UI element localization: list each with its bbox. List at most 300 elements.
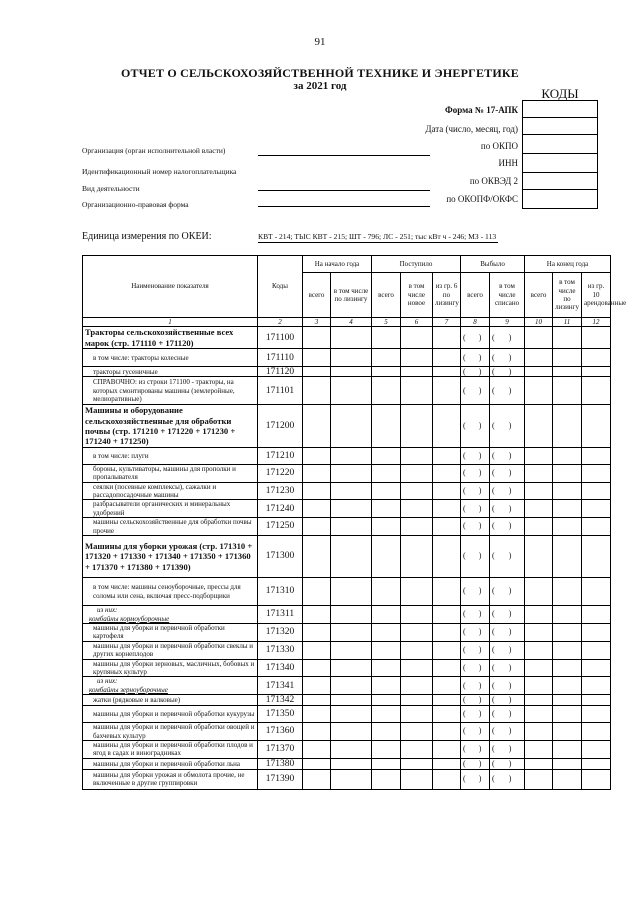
value-cell-parenthesized[interactable] bbox=[461, 769, 490, 789]
open-paren: ( bbox=[463, 420, 466, 430]
okopf-code-box[interactable] bbox=[522, 189, 598, 209]
value-cell[interactable] bbox=[553, 695, 582, 706]
value-cell[interactable] bbox=[433, 740, 461, 758]
close-paren: ) bbox=[478, 332, 482, 342]
value-cell-parenthesized[interactable] bbox=[490, 349, 525, 367]
value-cell[interactable] bbox=[582, 659, 611, 677]
value-cell-parenthesized[interactable] bbox=[490, 518, 525, 536]
open-paren: ( bbox=[492, 503, 495, 513]
value-cell[interactable] bbox=[553, 606, 582, 624]
value-cell[interactable] bbox=[331, 723, 372, 741]
value-cell[interactable] bbox=[582, 518, 611, 536]
value-cell[interactable] bbox=[433, 706, 461, 723]
value-cell-parenthesized[interactable] bbox=[490, 367, 525, 377]
value-cell[interactable] bbox=[372, 578, 401, 606]
value-cell[interactable] bbox=[553, 641, 582, 659]
group-disposed: Выбыло bbox=[461, 256, 525, 273]
legal-form-field[interactable] bbox=[258, 206, 430, 207]
value-cell[interactable] bbox=[303, 659, 331, 677]
value-cell[interactable] bbox=[525, 623, 553, 641]
value-cell[interactable] bbox=[553, 578, 582, 606]
value-cell[interactable] bbox=[433, 349, 461, 367]
value-cell[interactable] bbox=[401, 464, 433, 482]
value-cell[interactable] bbox=[303, 740, 331, 758]
close-paren: ) bbox=[508, 420, 512, 430]
value-cell[interactable] bbox=[331, 677, 372, 695]
value-cell[interactable] bbox=[582, 349, 611, 367]
value-cell[interactable] bbox=[372, 500, 401, 518]
row-name: сеялки (посевные комплексы), сажалки и рассадопосадочные машины bbox=[83, 482, 258, 500]
value-cell[interactable] bbox=[525, 377, 553, 405]
value-cell[interactable] bbox=[303, 377, 331, 405]
value-cell[interactable] bbox=[401, 677, 433, 695]
value-cell[interactable] bbox=[331, 578, 372, 606]
open-paren: ( bbox=[463, 485, 466, 495]
value-cell-parenthesized[interactable] bbox=[461, 758, 490, 769]
value-cell[interactable] bbox=[401, 405, 433, 448]
value-cell[interactable] bbox=[525, 349, 553, 367]
row-code: 171390 bbox=[258, 769, 303, 789]
open-paren: ( bbox=[492, 627, 495, 637]
value-cell[interactable] bbox=[372, 447, 401, 464]
value-cell-parenthesized[interactable] bbox=[490, 641, 525, 659]
value-cell[interactable] bbox=[582, 641, 611, 659]
value-cell-parenthesized[interactable] bbox=[461, 578, 490, 606]
close-paren: ) bbox=[508, 485, 512, 495]
value-cell[interactable] bbox=[553, 447, 582, 464]
value-cell[interactable] bbox=[433, 367, 461, 377]
value-cell[interactable] bbox=[433, 695, 461, 706]
value-cell[interactable] bbox=[582, 464, 611, 482]
value-cell[interactable] bbox=[401, 641, 433, 659]
value-cell[interactable] bbox=[303, 723, 331, 741]
value-cell[interactable] bbox=[525, 518, 553, 536]
value-cell[interactable] bbox=[372, 536, 401, 578]
value-cell-parenthesized[interactable] bbox=[490, 405, 525, 448]
value-cell[interactable] bbox=[525, 405, 553, 448]
value-cell[interactable] bbox=[525, 500, 553, 518]
value-cell-parenthesized[interactable] bbox=[490, 659, 525, 677]
value-cell[interactable] bbox=[372, 695, 401, 706]
close-paren: ) bbox=[478, 744, 482, 754]
value-cell[interactable] bbox=[331, 641, 372, 659]
value-cell[interactable] bbox=[553, 677, 582, 695]
value-cell-parenthesized[interactable] bbox=[461, 677, 490, 695]
row-code: 171101 bbox=[258, 377, 303, 405]
value-cell[interactable] bbox=[582, 706, 611, 723]
value-cell-parenthesized[interactable] bbox=[461, 464, 490, 482]
value-cell[interactable] bbox=[372, 706, 401, 723]
value-cell-parenthesized[interactable] bbox=[490, 464, 525, 482]
value-cell[interactable] bbox=[331, 706, 372, 723]
value-cell[interactable] bbox=[553, 464, 582, 482]
value-cell-parenthesized[interactable] bbox=[461, 623, 490, 641]
close-paren: ) bbox=[478, 662, 482, 672]
value-cell[interactable] bbox=[303, 367, 331, 377]
column-number: 12 bbox=[582, 318, 611, 327]
value-cell[interactable] bbox=[401, 377, 433, 405]
value-cell[interactable] bbox=[525, 740, 553, 758]
value-cell[interactable] bbox=[525, 578, 553, 606]
value-cell[interactable] bbox=[433, 518, 461, 536]
close-paren: ) bbox=[478, 385, 482, 395]
value-cell[interactable] bbox=[372, 405, 401, 448]
date-label: Дата (число, месяц, год) bbox=[425, 124, 518, 134]
value-cell[interactable] bbox=[433, 482, 461, 500]
activity-label: Вид деятельности bbox=[82, 184, 140, 193]
value-cell[interactable] bbox=[582, 482, 611, 500]
column-number: 5 bbox=[372, 318, 401, 327]
column-number: 8 bbox=[461, 318, 490, 327]
value-cell[interactable] bbox=[525, 606, 553, 624]
form-code-box[interactable] bbox=[522, 100, 598, 118]
value-cell[interactable] bbox=[303, 482, 331, 500]
value-cell[interactable] bbox=[553, 758, 582, 769]
close-paren: ) bbox=[478, 774, 482, 784]
value-cell-parenthesized[interactable] bbox=[490, 623, 525, 641]
value-cell[interactable] bbox=[372, 367, 401, 377]
value-cell[interactable] bbox=[331, 518, 372, 536]
value-cell[interactable] bbox=[303, 327, 331, 349]
row-code: 171200 bbox=[258, 405, 303, 448]
value-cell[interactable] bbox=[372, 769, 401, 789]
value-cell[interactable] bbox=[303, 349, 331, 367]
table-row bbox=[83, 377, 611, 405]
value-cell[interactable] bbox=[582, 606, 611, 624]
value-cell[interactable] bbox=[331, 500, 372, 518]
close-paren: ) bbox=[508, 352, 512, 362]
close-paren: ) bbox=[508, 521, 512, 531]
value-cell[interactable] bbox=[331, 740, 372, 758]
open-paren: ( bbox=[463, 332, 466, 342]
open-paren: ( bbox=[492, 551, 495, 561]
value-cell[interactable] bbox=[525, 706, 553, 723]
value-cell[interactable] bbox=[401, 758, 433, 769]
value-cell[interactable] bbox=[372, 740, 401, 758]
value-cell[interactable] bbox=[553, 482, 582, 500]
value-cell[interactable] bbox=[433, 769, 461, 789]
value-cell[interactable] bbox=[525, 758, 553, 769]
value-cell[interactable] bbox=[525, 464, 553, 482]
row-name: машины для уборки урожая и обмолота прочие, не включенные в другие группировки bbox=[83, 769, 258, 789]
value-cell[interactable] bbox=[303, 706, 331, 723]
value-cell[interactable] bbox=[553, 518, 582, 536]
value-cell[interactable] bbox=[525, 482, 553, 500]
value-cell-parenthesized[interactable] bbox=[490, 769, 525, 789]
value-cell[interactable] bbox=[303, 695, 331, 706]
okpo-code-box[interactable] bbox=[522, 134, 598, 154]
value-cell[interactable] bbox=[303, 641, 331, 659]
value-cell[interactable] bbox=[553, 706, 582, 723]
table-row bbox=[83, 641, 611, 659]
close-paren: ) bbox=[508, 680, 512, 690]
value-cell[interactable] bbox=[433, 623, 461, 641]
value-cell[interactable] bbox=[582, 327, 611, 349]
value-cell[interactable] bbox=[553, 723, 582, 741]
value-cell[interactable] bbox=[401, 723, 433, 741]
value-cell[interactable] bbox=[553, 500, 582, 518]
row-name: машины для уборки и первичной обработки кукурузы bbox=[83, 706, 258, 723]
value-cell[interactable] bbox=[433, 578, 461, 606]
value-cell-parenthesized[interactable] bbox=[490, 758, 525, 769]
value-cell[interactable] bbox=[433, 327, 461, 349]
value-cell[interactable] bbox=[525, 723, 553, 741]
value-cell[interactable] bbox=[433, 447, 461, 464]
value-cell[interactable] bbox=[553, 740, 582, 758]
value-cell-parenthesized[interactable] bbox=[461, 706, 490, 723]
value-cell[interactable] bbox=[331, 464, 372, 482]
value-cell[interactable] bbox=[303, 405, 331, 448]
value-cell[interactable] bbox=[401, 659, 433, 677]
open-paren: ( bbox=[492, 726, 495, 736]
value-cell-parenthesized[interactable] bbox=[461, 695, 490, 706]
value-cell[interactable] bbox=[303, 447, 331, 464]
value-cell[interactable] bbox=[553, 405, 582, 448]
value-cell-parenthesized[interactable] bbox=[461, 500, 490, 518]
row-code: 171340 bbox=[258, 659, 303, 677]
value-cell-parenthesized[interactable] bbox=[461, 447, 490, 464]
value-cell[interactable] bbox=[401, 367, 433, 377]
value-cell[interactable] bbox=[331, 482, 372, 500]
value-cell[interactable] bbox=[303, 623, 331, 641]
row-code: 171240 bbox=[258, 500, 303, 518]
value-cell[interactable] bbox=[303, 578, 331, 606]
value-cell[interactable] bbox=[582, 447, 611, 464]
open-paren: ( bbox=[492, 366, 495, 376]
value-cell[interactable] bbox=[331, 447, 372, 464]
value-cell-parenthesized[interactable] bbox=[490, 482, 525, 500]
sub-header: всего bbox=[461, 273, 490, 318]
value-cell[interactable] bbox=[433, 641, 461, 659]
value-cell[interactable] bbox=[401, 349, 433, 367]
value-cell[interactable] bbox=[372, 641, 401, 659]
value-cell[interactable] bbox=[433, 377, 461, 405]
value-cell[interactable] bbox=[401, 482, 433, 500]
value-cell[interactable] bbox=[433, 659, 461, 677]
value-cell[interactable] bbox=[372, 482, 401, 500]
value-cell[interactable] bbox=[372, 327, 401, 349]
value-cell-parenthesized[interactable] bbox=[461, 367, 490, 377]
value-cell-parenthesized[interactable] bbox=[461, 405, 490, 448]
open-paren: ( bbox=[463, 644, 466, 654]
value-cell[interactable] bbox=[372, 659, 401, 677]
value-cell[interactable] bbox=[525, 641, 553, 659]
value-cell[interactable] bbox=[433, 536, 461, 578]
value-cell-parenthesized[interactable] bbox=[490, 723, 525, 741]
value-cell[interactable] bbox=[331, 405, 372, 448]
value-cell-parenthesized[interactable] bbox=[490, 327, 525, 349]
value-cell[interactable] bbox=[401, 740, 433, 758]
value-cell[interactable] bbox=[582, 578, 611, 606]
value-cell[interactable] bbox=[553, 327, 582, 349]
open-paren: ( bbox=[492, 774, 495, 784]
close-paren: ) bbox=[508, 503, 512, 513]
value-cell[interactable] bbox=[553, 769, 582, 789]
date-code-box[interactable] bbox=[522, 117, 598, 135]
sub-header: всего bbox=[372, 273, 401, 318]
value-cell[interactable] bbox=[372, 623, 401, 641]
value-cell[interactable] bbox=[331, 623, 372, 641]
value-cell[interactable] bbox=[433, 758, 461, 769]
close-paren: ) bbox=[508, 644, 512, 654]
value-cell[interactable] bbox=[303, 677, 331, 695]
table-row bbox=[83, 518, 611, 536]
value-cell[interactable] bbox=[582, 758, 611, 769]
value-cell[interactable] bbox=[525, 769, 553, 789]
value-cell-parenthesized[interactable] bbox=[461, 606, 490, 624]
table-row bbox=[83, 706, 611, 723]
open-paren: ( bbox=[492, 744, 495, 754]
value-cell-parenthesized[interactable] bbox=[461, 518, 490, 536]
value-cell[interactable] bbox=[433, 677, 461, 695]
value-cell-parenthesized[interactable] bbox=[461, 327, 490, 349]
sub-header: из гр. 6 по лизингу bbox=[433, 273, 461, 318]
value-cell-parenthesized[interactable] bbox=[461, 482, 490, 500]
open-paren: ( bbox=[463, 586, 466, 596]
value-cell[interactable] bbox=[331, 377, 372, 405]
sub-header: в том числе новое bbox=[401, 273, 433, 318]
okpo-label: по ОКПО bbox=[480, 141, 518, 151]
value-cell[interactable] bbox=[303, 536, 331, 578]
close-paren: ) bbox=[508, 385, 512, 395]
value-cell[interactable] bbox=[303, 606, 331, 624]
value-cell[interactable] bbox=[331, 606, 372, 624]
value-cell[interactable] bbox=[582, 723, 611, 741]
value-cell[interactable] bbox=[331, 349, 372, 367]
value-cell-parenthesized[interactable] bbox=[490, 447, 525, 464]
value-cell-parenthesized[interactable] bbox=[490, 377, 525, 405]
value-cell[interactable] bbox=[401, 769, 433, 789]
value-cell[interactable] bbox=[525, 695, 553, 706]
value-cell-parenthesized[interactable] bbox=[461, 377, 490, 405]
value-cell[interactable] bbox=[401, 518, 433, 536]
value-cell[interactable] bbox=[553, 623, 582, 641]
value-cell[interactable] bbox=[401, 447, 433, 464]
value-cell[interactable] bbox=[433, 500, 461, 518]
table-body bbox=[83, 327, 611, 789]
value-cell[interactable] bbox=[582, 740, 611, 758]
value-cell[interactable] bbox=[553, 367, 582, 377]
value-cell[interactable] bbox=[331, 695, 372, 706]
open-paren: ( bbox=[463, 609, 466, 619]
value-cell[interactable] bbox=[331, 327, 372, 349]
value-cell[interactable] bbox=[525, 677, 553, 695]
inn-code-box[interactable] bbox=[522, 153, 598, 173]
value-cell[interactable] bbox=[582, 405, 611, 448]
value-cell-parenthesized[interactable] bbox=[490, 536, 525, 578]
value-cell[interactable] bbox=[372, 723, 401, 741]
value-cell[interactable] bbox=[372, 349, 401, 367]
value-cell[interactable] bbox=[303, 464, 331, 482]
column-number: 7 bbox=[433, 318, 461, 327]
value-cell[interactable] bbox=[372, 606, 401, 624]
value-cell[interactable] bbox=[372, 758, 401, 769]
row-code: 171220 bbox=[258, 464, 303, 482]
value-cell-parenthesized[interactable] bbox=[490, 500, 525, 518]
value-cell-parenthesized[interactable] bbox=[490, 578, 525, 606]
value-cell-parenthesized[interactable] bbox=[461, 659, 490, 677]
value-cell[interactable] bbox=[553, 377, 582, 405]
table-row bbox=[83, 500, 611, 518]
value-cell[interactable] bbox=[525, 367, 553, 377]
value-cell[interactable] bbox=[525, 327, 553, 349]
value-cell[interactable] bbox=[433, 464, 461, 482]
open-paren: ( bbox=[463, 450, 466, 460]
sub-header: всего bbox=[525, 273, 553, 318]
value-cell[interactable] bbox=[433, 606, 461, 624]
value-cell[interactable] bbox=[372, 464, 401, 482]
value-cell[interactable] bbox=[582, 769, 611, 789]
value-cell[interactable] bbox=[401, 623, 433, 641]
value-cell-parenthesized[interactable] bbox=[461, 740, 490, 758]
value-cell[interactable] bbox=[582, 623, 611, 641]
close-paren: ) bbox=[478, 726, 482, 736]
value-cell[interactable] bbox=[401, 695, 433, 706]
value-cell-parenthesized[interactable] bbox=[490, 706, 525, 723]
value-cell[interactable] bbox=[303, 769, 331, 789]
value-cell[interactable] bbox=[331, 758, 372, 769]
value-cell[interactable] bbox=[331, 536, 372, 578]
organization-field[interactable] bbox=[258, 155, 430, 156]
value-cell[interactable] bbox=[331, 769, 372, 789]
value-cell[interactable] bbox=[525, 659, 553, 677]
value-cell[interactable] bbox=[401, 536, 433, 578]
value-cell[interactable] bbox=[433, 723, 461, 741]
value-cell[interactable] bbox=[331, 367, 372, 377]
value-cell-parenthesized[interactable] bbox=[490, 695, 525, 706]
open-paren: ( bbox=[492, 352, 495, 362]
value-cell[interactable] bbox=[582, 677, 611, 695]
value-cell[interactable] bbox=[401, 578, 433, 606]
column-number: 2 bbox=[258, 318, 303, 327]
value-cell[interactable] bbox=[401, 327, 433, 349]
value-cell[interactable] bbox=[553, 349, 582, 367]
value-cell[interactable] bbox=[331, 659, 372, 677]
close-paren: ) bbox=[508, 627, 512, 637]
value-cell[interactable] bbox=[303, 500, 331, 518]
value-cell-parenthesized[interactable] bbox=[461, 641, 490, 659]
value-cell-parenthesized[interactable] bbox=[490, 740, 525, 758]
value-cell[interactable] bbox=[372, 677, 401, 695]
value-cell-parenthesized[interactable] bbox=[490, 677, 525, 695]
value-cell[interactable] bbox=[582, 500, 611, 518]
value-cell[interactable] bbox=[372, 518, 401, 536]
value-cell[interactable] bbox=[553, 536, 582, 578]
value-cell[interactable] bbox=[553, 659, 582, 677]
value-cell[interactable] bbox=[401, 606, 433, 624]
value-cell[interactable] bbox=[582, 367, 611, 377]
value-cell[interactable] bbox=[582, 536, 611, 578]
value-cell[interactable] bbox=[303, 518, 331, 536]
activity-field[interactable] bbox=[258, 190, 430, 191]
value-cell[interactable] bbox=[303, 758, 331, 769]
value-cell[interactable] bbox=[525, 447, 553, 464]
value-cell[interactable] bbox=[401, 500, 433, 518]
value-cell[interactable] bbox=[582, 695, 611, 706]
okved-code-box[interactable] bbox=[522, 172, 598, 190]
row-name bbox=[83, 677, 258, 695]
col-codes-header: Коды bbox=[258, 256, 303, 318]
value-cell[interactable] bbox=[582, 377, 611, 405]
value-cell-parenthesized[interactable] bbox=[461, 536, 490, 578]
value-cell[interactable] bbox=[525, 536, 553, 578]
value-cell-parenthesized[interactable] bbox=[461, 723, 490, 741]
value-cell[interactable] bbox=[372, 377, 401, 405]
value-cell[interactable] bbox=[401, 706, 433, 723]
value-cell-parenthesized[interactable] bbox=[490, 606, 525, 624]
value-cell-parenthesized[interactable] bbox=[461, 349, 490, 367]
value-cell[interactable] bbox=[433, 405, 461, 448]
